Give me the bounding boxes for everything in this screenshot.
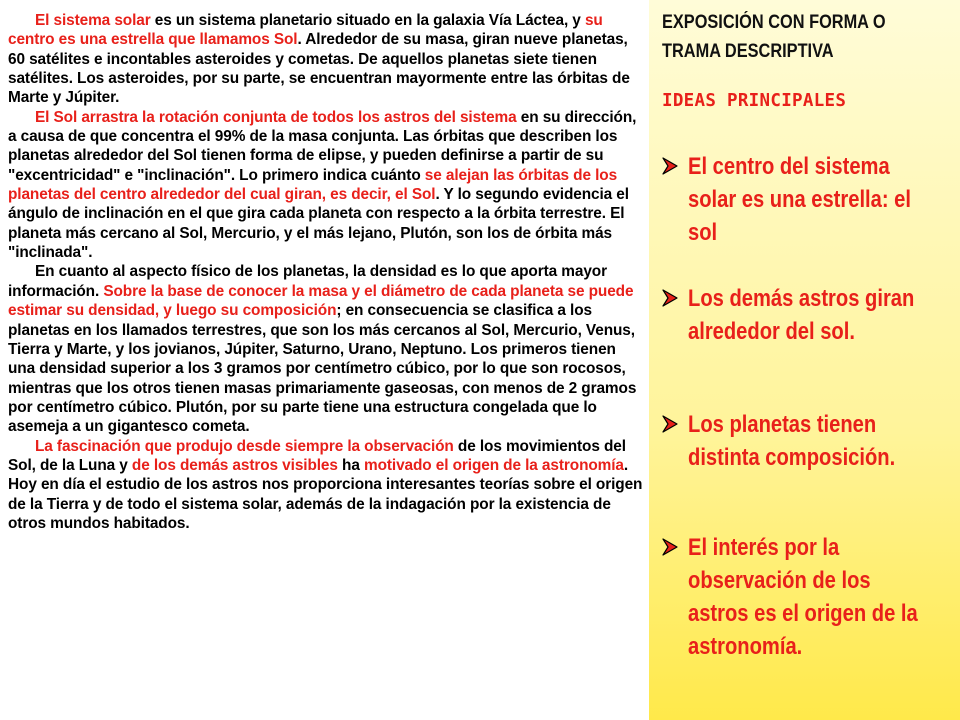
text-run: Sobre la base de conocer la masa y el diámetro de cada planeta se puede estimar su densidad, y luego su composición	[8, 282, 634, 320]
arrow-bullet-icon	[662, 408, 688, 433]
article-paragraph-4	[8, 437, 645, 534]
text-run: En cuanto al aspecto físico de los planetas, la densidad es lo que aporta mayor información.	[8, 263, 607, 300]
text-run: . Alrededor de su masa, giran nueve planetas, 60 satélites e incontables asteroides y cometas. De aquellos planetas siete tienen satélites. Los asteroides, por su parte, se encuentran mayormente entre las órbitas de Marte y Júpiter.	[8, 31, 630, 107]
main-idea-item	[662, 150, 960, 249]
text-run: El Sol arrastra la rotación conjunta de todos los astros del sistema	[35, 108, 517, 126]
text-run: se alejan las órbitas de los planetas del centro alrededor del cual giran, es decir, el Sol	[8, 166, 618, 204]
article-paragraph-1	[8, 11, 645, 108]
text-run: es un sistema planetario situado en la galaxia Vía Láctea, y	[150, 12, 585, 29]
text-run: ; en consecuencia se clasifica a los planetas en los llamados terrestres, que son los más cercanos al Sol, Mercurio, Venus, Tierra y Marte, y los jovianos, Júpiter, Saturno, Urano, Neptuno. Los primeros tienen una densidad superior a los 3 gramos por centímetro cúbico, por lo que son rocosos, mientras que los otros tienen masas primariamente gaseosas, con menos de 2 gramos por centímetro cúbico. Plutón, por su parte tiene una estructura congelada que lo asemeja a un gigantesco cometa.	[8, 302, 637, 436]
text-run: su centro es una estrella que llamamos Sol	[8, 12, 603, 49]
arrow-bullet-icon	[662, 150, 688, 175]
arrow-bullet-icon	[662, 531, 688, 556]
main-ideas-panel	[662, 0, 954, 720]
main-idea-text: El interés por la observación de los astros es el origen de la astronomía.	[688, 534, 918, 660]
article-paragraph-3	[8, 262, 645, 436]
main-idea-text: El centro del sistema solar es una estrella: el sol	[688, 153, 911, 246]
text-run: . Y lo segundo evidencia el ángulo de inclinación en el que gira cada planeta con respecto a la órbita terrestre. El planeta más cercano al Sol, Mercurio, y el más lejano, Plutón, son los de órbita más "inclinada".	[8, 186, 629, 262]
text-run: ha	[337, 456, 364, 474]
main-idea-item	[662, 408, 960, 474]
text-run: de los movimientos del Sol, de la Luna y	[8, 437, 626, 474]
text-run: . Hoy en día el estudio de los astros nos proporciona interesantes teorías sobre el origen de la Tierra y de todo el sistema solar, además de la indagación por la existencia de otros mundos habitados.	[8, 456, 643, 532]
text-run: La fascinación que produjo desde siempre la observación	[35, 437, 454, 455]
main-idea-item	[662, 531, 960, 663]
main-idea-item	[662, 282, 960, 348]
text-run: motivado el origen de la astronomía	[363, 456, 624, 474]
text-run: El sistema solar	[35, 12, 151, 29]
arrow-bullet-icon	[662, 282, 688, 307]
main-idea-text: Los planetas tienen distinta composición.	[688, 411, 896, 471]
text-run: en su dirección, a causa de que concentra el 99% de la masa conjunta. Las órbitas que describen los planetas alrededor del Sol tienen forma de elipse, y pueden definirse a partir de su "excentricidad" e "inclinación". Lo primero indica cuánto	[8, 108, 637, 184]
section-heading: EXPOSICIÓN CON FORMA O TRAMA DESCRIPTIVA	[662, 12, 886, 62]
article-paragraph-2	[8, 108, 645, 263]
text-run: de los demás astros visibles	[131, 456, 338, 474]
main-ideas-subheading: IDEAS PRINCIPALES	[662, 91, 847, 111]
main-idea-text: Los demás astros giran alrededor del sol.	[688, 285, 915, 345]
